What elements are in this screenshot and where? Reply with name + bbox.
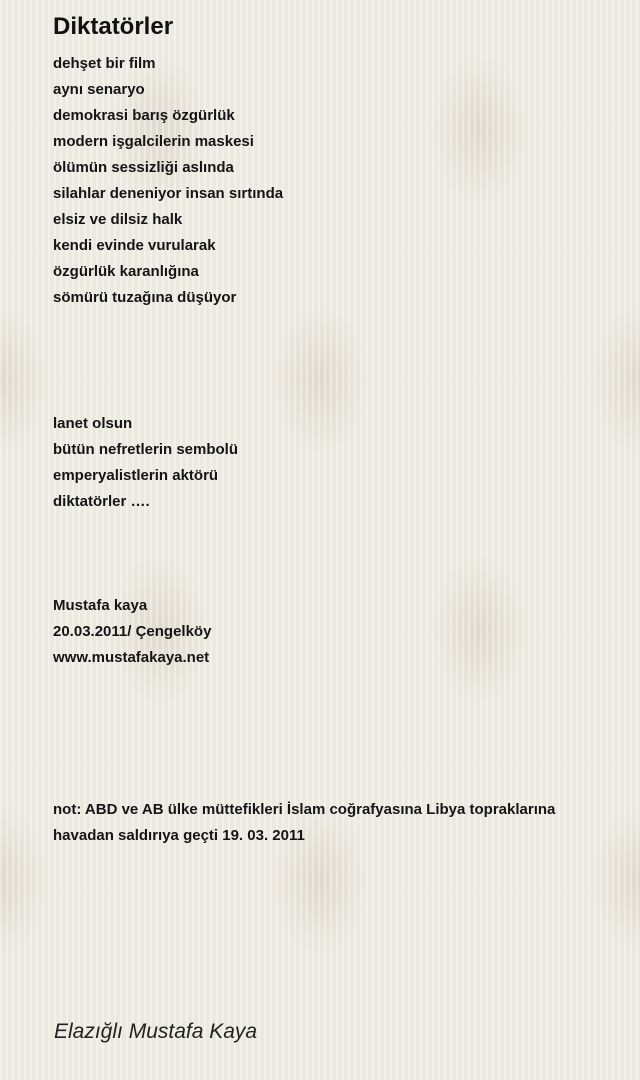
poem-line: dehşet bir film bbox=[53, 55, 156, 72]
note-block bbox=[53, 797, 555, 849]
poem-line: lanet olsun bbox=[53, 415, 133, 432]
poem-line: kendi evinde vurularak bbox=[53, 237, 216, 254]
signature-name: Mustafa kaya bbox=[53, 597, 148, 614]
poem-line: aynı senaryo bbox=[53, 81, 145, 98]
signature-website: www.mustafakaya.net bbox=[53, 649, 210, 666]
footer-author: Elazığlı Mustafa Kaya bbox=[54, 1020, 258, 1043]
poem-line: emperyalistlerin aktörü bbox=[53, 467, 219, 484]
poem-title: Diktatörler bbox=[53, 13, 174, 40]
signature-block bbox=[53, 593, 211, 671]
poem-line: demokrasi barış özgürlük bbox=[53, 107, 235, 124]
poem-line: bütün nefretlerin sembolü bbox=[53, 441, 239, 458]
poem-line: diktatörler …. bbox=[53, 493, 150, 510]
poem-stanza-2 bbox=[53, 411, 238, 515]
poem-line: özgürlük karanlığına bbox=[53, 263, 199, 280]
poem-stanza-1 bbox=[53, 51, 283, 311]
poem-line: ölümün sessizliği aslında bbox=[53, 159, 234, 176]
note-line: havadan saldırıya geçti 19. 03. 2011 bbox=[53, 827, 305, 844]
poem-line: silahlar deneniyor insan sırtında bbox=[53, 185, 284, 202]
poem-line: elsiz ve dilsiz halk bbox=[53, 211, 183, 228]
signature-date-place: 20.03.2011/ Çengelköy bbox=[53, 623, 212, 640]
note-line: not: ABD ve AB ülke müttefikleri İslam coğrafyasına Libya topraklarına bbox=[53, 801, 556, 818]
poem-line: modern işgalcilerin maskesi bbox=[53, 133, 254, 150]
poem-line: sömürü tuzağına düşüyor bbox=[53, 289, 237, 306]
